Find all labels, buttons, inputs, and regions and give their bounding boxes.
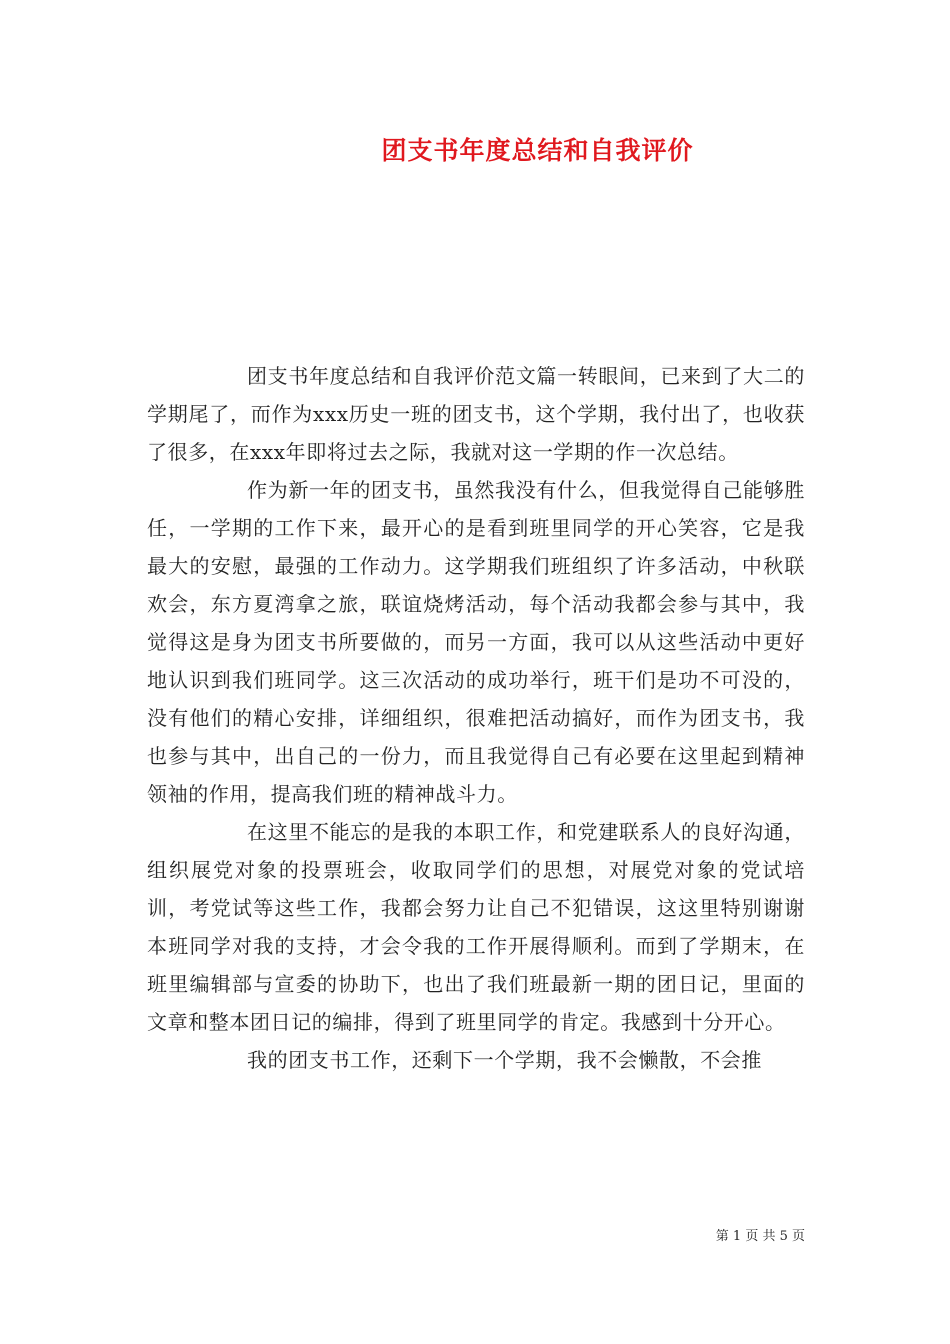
document-body [147,357,805,1079]
page-number-footer: 第 1 页 共 5 页 [715,1229,805,1244]
paragraph-3: 在这里不能忘的是我的本职工作，和党建联系人的良好沟通，组织展党对象的投票班会，收取同学们的思想，对展党对象的党试培训，考党试等这些工作，我都会努力让自己不犯错误，这这里特别谢谢本班同学对我的支持，才会令我的工作开展得顺利。而到了学期末，在班里编辑部与宣委的协助下，也出了我们班最新一期的团日记，里面的文章和整本团日记的编排，得到了班里同学的肯定。我感到十分开心。 [147,820,805,1034]
document-title: 团支书年度总结和自我评价 [381,136,694,165]
paragraph-2: 作为新一年的团支书，虽然我没有什么，但我觉得自己能够胜任，一学期的工作下来，最开心的是看到班里同学的开心笑容，它是我最大的安慰，最强的工作动力。这学期我们班组织了许多活动，中秋联欢会，东方夏湾拿之旅，联谊烧烤活动，每个活动我都会参与其中，我觉得这是身为团支书所要做的，而另一方面，我可以从这些活动中更好地认识到我们班同学。这三次活动的成功举行，班干们是功不可没的，没有他们的精心安排，详细组织，很难把活动搞好，而作为团支书，我也参与其中，出自己的一份力，而且我觉得自己有必要在这里起到精神领袖的作用，提高我们班的精神战斗力。 [147,478,805,806]
paragraph-1: 团支书年度总结和自我评价范文篇一转眼间，已来到了大二的学期尾了，而作为xxx历史一班的团支书，这个学期，我付出了，也收获了很多，在xxx年即将过去之际，我就对这一学期的作一次总结。 [147,364,805,464]
paragraph-4: 我的团支书工作，还剩下一个学期，我不会懒散，不会推 [247,1048,762,1072]
